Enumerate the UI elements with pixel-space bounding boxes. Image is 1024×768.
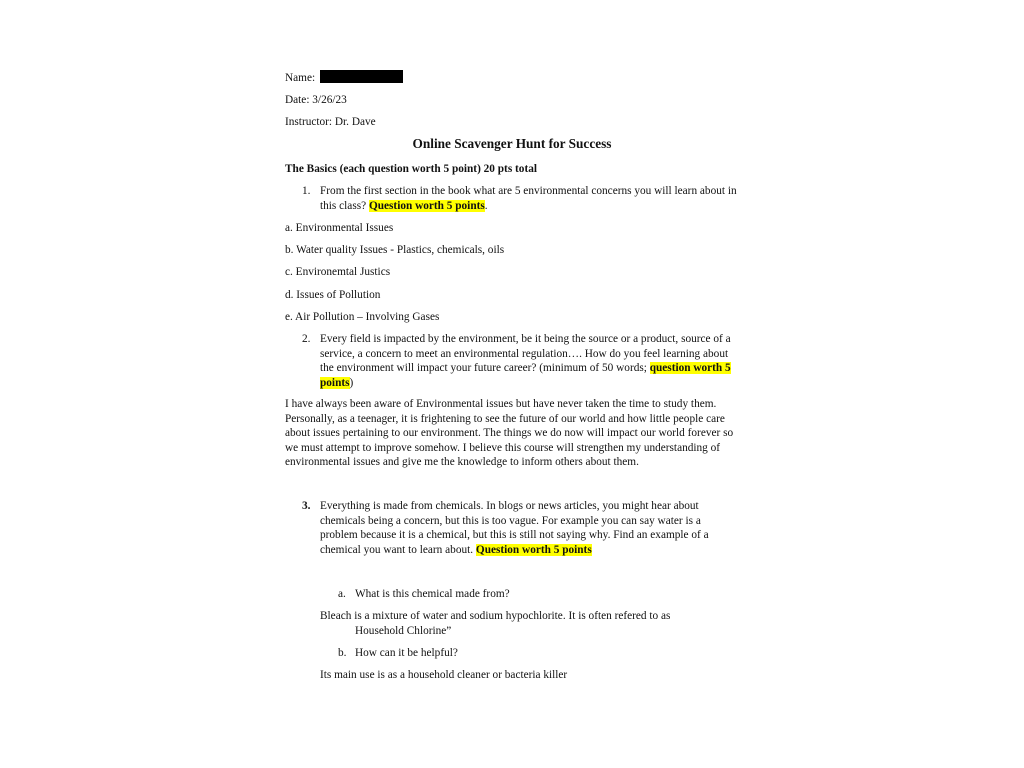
question-2 bbox=[320, 332, 740, 390]
question-1-number: 1. bbox=[302, 185, 311, 197]
answer-1b: b. Water quality Issues - Plastics, chemicals, oils bbox=[285, 244, 505, 256]
section-heading: The Basics (each question worth 5 point) 20 pts total bbox=[285, 163, 537, 175]
answer-3a-line-1: Bleach is a mixture of water and sodium hypochlorite. It is often refered to as bbox=[320, 610, 671, 622]
name-line bbox=[285, 70, 403, 86]
question-3a-letter: a. bbox=[338, 588, 346, 600]
date-line: Date: 3/26/23 bbox=[285, 94, 347, 106]
answer-1e: e. Air Pollution – Involving Gases bbox=[285, 311, 440, 323]
question-3a: What is this chemical made from? bbox=[355, 588, 510, 600]
question-3-text: Everything is made from chemicals. In blogs or news articles, you might hear about chemicals being a concern, but this is too vague. For example you can say water is a problem because it is a chemical, but this is still not saying why. Find an example of a chemical you want to learn about. bbox=[320, 500, 709, 556]
question-3-number: 3. bbox=[302, 500, 311, 512]
question-3b: How can it be helpful? bbox=[355, 647, 458, 659]
answer-3a-line-2: Household Chlorine” bbox=[355, 625, 452, 637]
answer-1d: d. Issues of Pollution bbox=[285, 289, 381, 301]
question-2-text: Every field is impacted by the environment, be it being the source or a product, source of a service, a concern to meet an environmental regulation…. How do you feel learning about the environment will impact your future career? (minimum of 50 words; bbox=[320, 333, 731, 375]
name-label: Name: bbox=[285, 72, 316, 84]
redacted-name bbox=[320, 70, 403, 83]
question-3-points: Question worth 5 points bbox=[475, 543, 592, 556]
answer-3b: Its main use is as a household cleaner or bacteria killer bbox=[320, 669, 568, 681]
question-3 bbox=[320, 499, 740, 557]
question-1 bbox=[320, 184, 740, 213]
question-2-points: question worth 5 points bbox=[320, 362, 731, 389]
question-2-number: 2. bbox=[302, 333, 311, 345]
answer-2: I have always been aware of Environmental issues but have never taken the time to study them. Personally, as a teenager, it is frightening to see the future of our world and how little people care about issues pertaining to our environment. The things we do now will impact our world forever so we must attempt to improve somehow. I believe this course will strengthen my understanding of environmental issues and give me the knowledge to inform others about them. bbox=[285, 398, 734, 469]
answer-1a: a. Environmental Issues bbox=[285, 222, 394, 234]
question-1-tail: . bbox=[484, 199, 488, 212]
question-1-points: Question worth 5 points bbox=[368, 199, 485, 212]
question-2-tail: ) bbox=[349, 376, 354, 389]
document-title: Online Scavenger Hunt for Success bbox=[412, 136, 612, 151]
answer-1c: c. Environemtal Justics bbox=[285, 266, 391, 278]
instructor-line: Instructor: Dr. Dave bbox=[285, 116, 376, 128]
question-3b-letter: b. bbox=[338, 647, 347, 659]
question-1-text: From the first section in the book what are 5 environmental concerns you will learn about in this class? bbox=[320, 185, 737, 212]
